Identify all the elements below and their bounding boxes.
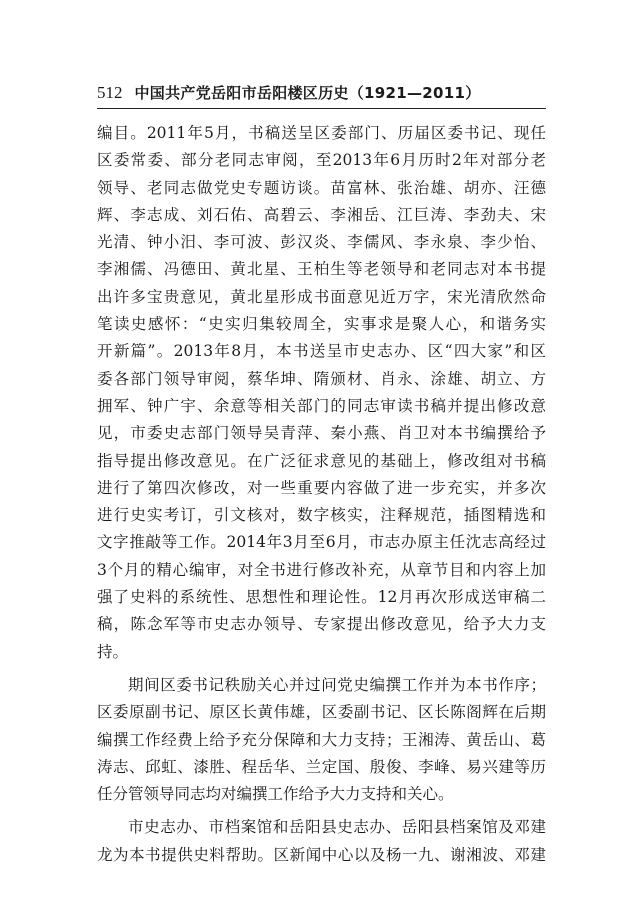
text-line: 编目。2011年5月，书稿送呈区委部门、历届区委书记、现任 xyxy=(97,124,546,142)
text-line: 涛志、邱虹、漆胜、程岳华、兰定国、殷俊、李峰、易兴建等历 xyxy=(97,757,546,776)
text-line: 领导、老同志做党史专题访谈。苗富林、张治雄、胡亦、汪德 xyxy=(97,178,546,197)
text-line: 强了史料的系统性、思想性和理论性。12月再次形成送审稿二 xyxy=(97,588,546,607)
text-line: 文字推敲等工作。2014年3月至6月，市志办原主任沈志高经过 xyxy=(97,533,546,552)
text-line: 期间区委书记秩励关心并过问党史编撰工作并为本书作序； xyxy=(128,675,546,694)
text-line: 出许多宝贵意见，黄北星形成书面意见近万字，宋光清欣然命 xyxy=(97,287,546,306)
text-line: 委各部门领导审阅，蔡华坤、隋颁材、肖永、涂雄、胡立、方 xyxy=(97,369,546,388)
text-line: 辉、李志成、刘石佑、高碧云、李湘岳、江巨涛、李劲夫、宋 xyxy=(97,205,546,224)
text-line: 进行了第四次修改，对一些重要内容做了进一步充实，并多次 xyxy=(97,478,546,497)
text-line: 光清、钟小汨、李可波、彭汉炎、李儒风、李永泉、李少怡、 xyxy=(97,233,546,252)
text-line: 区委原副书记、原区长黄伟雄，区委副书记、区长陈阁辉在后期 xyxy=(97,703,546,722)
paragraph xyxy=(97,120,546,666)
text-line: 指导提出修改意见。在广泛征求意见的基础上，修改组对书稿 xyxy=(97,451,546,470)
text-line: 开新篇”。2013年8月，本书送呈市史志办、区“四大家”和区 xyxy=(97,342,546,361)
body-text xyxy=(97,120,546,869)
page-number: 512 xyxy=(97,83,123,102)
text-line: 区委常委、部分老同志审阅，至2013年6月历时2年对部分老 xyxy=(97,151,546,170)
paragraph xyxy=(97,814,546,869)
text-line: 编撰工作经费上给予充分保障和大力支持；王湘涛、黄岳山、葛 xyxy=(97,730,546,749)
paragraph xyxy=(97,672,546,808)
running-header xyxy=(97,82,546,108)
text-line: 笔读史感怀：“史实归集较周全，实事求是聚人心，和谐务实 xyxy=(97,315,546,334)
text-line: 3个月的精心编审，对全书进行修改补充，从章节目和内容上加 xyxy=(97,560,546,579)
text-line: 市史志办、市档案馆和岳阳县史志办、岳阳县档案馆及邓建 xyxy=(128,818,546,837)
text-line: 稿，陈念军等市史志办领导、专家提出修改意见，给予大力支 xyxy=(97,615,546,634)
text-line: 见，市委史志部门领导吴青萍、秦小燕、肖卫对本书编撰给予 xyxy=(97,424,546,443)
header-rule xyxy=(97,108,546,109)
text-line: 任分管领导同志均对编撰工作给予大力支持和关心。 xyxy=(97,785,454,804)
text-line: 持。 xyxy=(97,642,129,661)
text-line: 进行史实考订，引文核对，数字核实，注释规范，插图精选和 xyxy=(97,506,546,525)
text-line: 拥军、钟广宇、余意等相关部门的同志审读书稿并提出修改意 xyxy=(97,396,546,415)
text-line: 李湘儒、冯德田、黄北星、王柏生等老领导和老同志对本书提 xyxy=(97,260,546,279)
book-title: 中国共产党岳阳市岳阳楼区历史（1921—2011） xyxy=(134,84,481,102)
text-line: 龙为本书提供史料帮助。区新闻中心以及杨一九、谢湘波、邓建 xyxy=(97,845,546,864)
